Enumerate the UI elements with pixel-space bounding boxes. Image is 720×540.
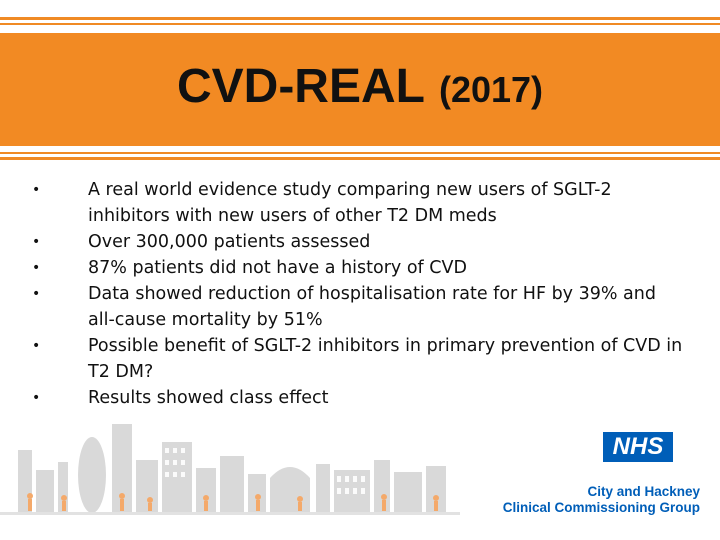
bullet-dot: •: [32, 286, 41, 302]
organisation-name: [503, 484, 700, 516]
title-band: [0, 33, 720, 146]
bullet-list: [26, 177, 686, 411]
city-skyline-illustration: [0, 420, 460, 520]
bullet-dot: •: [32, 390, 41, 406]
bullet-text: Results showed class effect: [88, 388, 329, 408]
header-rule-bottom-1: [0, 152, 720, 154]
bullet-item: [26, 333, 686, 385]
bullet-text: Possible benefit of SGLT-2 inhibitors in primary prevention of CVD in T2 DM?: [88, 336, 683, 382]
bullet-text: 87% patients did not have a history of CVD: [88, 258, 467, 278]
bullet-item: [26, 281, 686, 333]
bullet-text: Data showed reduction of hospitalisation rate for HF by 39% and all-cause mortality by 51%: [88, 284, 656, 330]
bullet-dot: •: [32, 182, 41, 198]
header-rule-bottom-2: [0, 157, 720, 160]
bullet-text: A real world evidence study comparing new users of SGLT-2 inhibitors with new users of other T2 DM meds: [88, 180, 612, 226]
bullet-item: [26, 229, 686, 255]
slide-title: [176, 59, 544, 113]
bullet-dot: •: [32, 234, 41, 250]
org-line-1: City and Hackney: [587, 484, 700, 499]
header-rule-top-2: [0, 23, 720, 25]
bullet-dot: •: [32, 338, 41, 354]
header-rule-top-1: [0, 17, 720, 20]
org-line-2: Clinical Commissioning Group: [502, 500, 700, 515]
bullet-item: [26, 177, 686, 229]
bullet-item: [26, 385, 686, 411]
bullet-dot: •: [32, 260, 41, 276]
bullet-item: [26, 255, 686, 281]
nhs-logo-text: NHS: [612, 433, 664, 460]
bullet-text: Over 300,000 patients assessed: [88, 232, 371, 252]
title-year: (2017): [438, 68, 544, 110]
title-main: CVD-REAL: [176, 59, 425, 113]
nhs-logo: [603, 432, 673, 462]
